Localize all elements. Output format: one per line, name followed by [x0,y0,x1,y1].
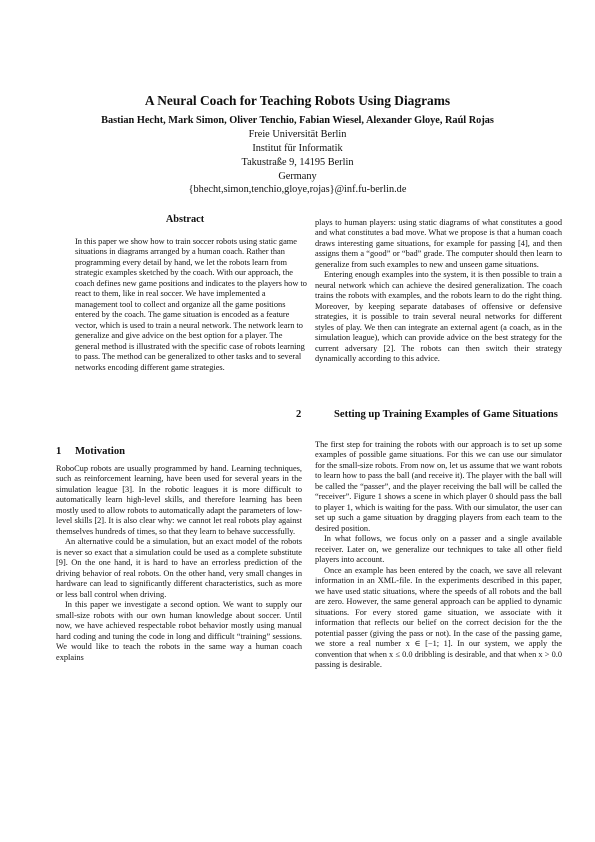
paragraph: Entering enough examples into the system, it is then possible to train a neural network which can achieve the desired generalization. The coach trains the robots with examples, and the robots learn to do the right thing. Moreover, by keeping separate databases of offensive or defensive strategies, it is possible to train several neural networks for different styles of play. We then can integrate an external agent (a coach, as in the simulation league), which can provide advice on the best strategy for the current adversary [2]. The robots can then switch their strategy dynamically according to this advice. [315,270,562,364]
abstract-heading: Abstract [165,214,205,225]
abstract-text: In this paper we show how to train soccer robots using static game situations in diagrams arranged by a human coach. Rather than programming every detail by hand, we let the robots learn from strategic examples sketched by the coach. With our approach, the coach defines new game positions and indicates to the players how to react to them, like in real soccer. We have implemented a management tool to collect and organize all the game positions entered by the coach. The game situation is encoded as a feature vector, which is used to train a neural network. The network learn to generalize and give advice on the best option for a player. The general method is illustrated with the specific case of robots learning to pass. The method can be generalized to other tasks and to several networks encoding different game strategies. [75,237,307,372]
section-2-body [315,440,562,671]
paragraph: Once an example has been entered by the coach, we save all relevant information in an XML-file. In the experiments described in this paper, we have used static situations, where the speeds of all robots and the ball are zero. However, the same general approach can be applied to dynamic situations. For every stored game situation, we associate with it information that reflects our belief on the correct decision for the the potential passer (giving the pass or not). In the case of the passing game, we store a real number x ∈ [−1; 1]. In our system, we apply the convention that when x ≤ 0.0 dribbling is desirable, and that when x > 0.0 passing is desirable. [315,565,562,670]
section-1-body [56,464,302,663]
paragraph: In what follows, we focus only on a passer and a single available receiver. Later on, we generalize our techniques to take all other field players into account. [315,534,562,565]
section-title: Motivation [75,446,126,457]
paragraph: An alternative could be a simulation, but an exact model of the robots is never so exact that a simulation could be used as a complete substitute [9]. On the one hand, it is hard to have an errorless prediction of the driving behavior of real robots. On the other hand, very small changes in hardware can lead to significantly different characteristics, such as more or less ball control when driving. [56,537,302,599]
paper-title: A Neural Coach for Teaching Robots Using Diagrams [144,93,451,108]
paragraph: The first step for training the robots with our approach is to set up some examples of possible game situations. For this we can use our simulator for the small-size robots. From now on, let us assume that we want robots to learn how to pass the ball (and receive it). The player with the ball will be called the “passer”, and the player receiving the ball will be called the “receiver”. Figure 1 shows a scene in which player 0 should pass the ball to player 1, which is waiting for the pass. With our simulator, the user can set up such a game situation by dragging players from each team to the desired position. [315,440,562,533]
paragraph: RoboCup robots are usually programmed by hand. Learning techniques, such as reinforcement learning, have been used for several years in the simulation league [3]. In the robotic leagues it is more difficult to automatically learn high-level skills, and therefore learning has been mostly used to allow robots to automatically adapt the parameters of low-level skills [2]. It is also clear why: we cannot let real robots play against themselves hundreds of times, so that they learn to behave successfully. [56,464,302,536]
author-list: Bastian Hecht, Mark Simon, Oliver Tenchio, Fabian Wiesel, Alexander Gloye, Raúl Rojas [101,115,494,126]
affiliation-address: Takustraße 9, 14195 Berlin [241,157,354,168]
section-number: 2 [296,409,302,420]
section-2-heading [296,408,565,422]
paragraph: In this paper we investigate a second option. We want to supply our small-size robots with our own human knowledge about soccer. Until now, we have achieved respectable robot behavior mostly using manual hard coding and tuning the code in long and difficult “training” sessions. We would like to teach the robots in the same way a human coach explains [56,600,302,662]
author-emails: {bhecht,simon,tenchio,gloye,rojas}@inf.fu-berlin.de [188,184,407,195]
affiliation-country: Germany [278,171,317,182]
section-number: 1 [56,446,62,457]
paragraph: plays to human players: using static diagrams of what constitutes a good and what constitutes a bad move. What we propose is that a human coach draws interesting game situations, for example for passing [4], and then assigns them a “good” or “bad” grade. The computer should then learn to generalize from such examples to new and unseen game situations. [315,218,562,269]
section-title: Setting up Training Examples of Game Situations [334,409,558,420]
affiliation-university: Freie Universität Berlin [248,129,347,140]
section-1-continued [315,218,562,365]
section-1-heading [56,446,125,457]
affiliation-institute: Institut für Informatik [252,143,343,154]
